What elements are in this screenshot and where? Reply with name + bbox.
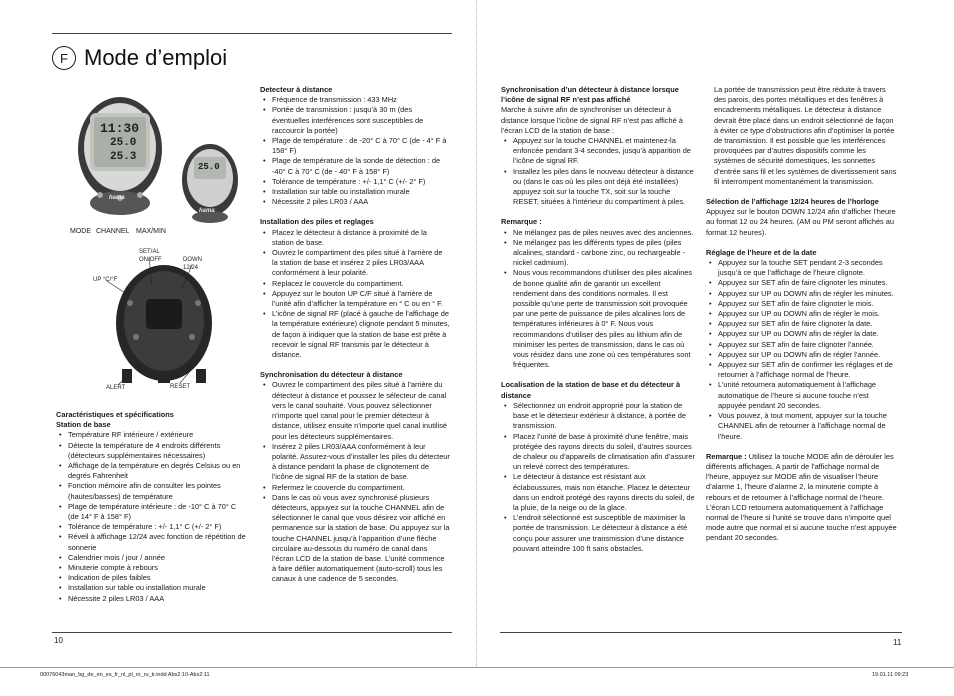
section-letter-badge: F [52, 46, 76, 70]
placement-heading: Localisation de la station de base et du détecteur à distance [501, 380, 681, 400]
brand-logo-sensor: hama [199, 208, 215, 214]
column-1 [56, 410, 248, 604]
list-item: • L’endroit sélectionné est susceptible de maximiser la portée de transmission. Le détecteur à distance a été conçu pour assurer une transmission d’une distance pouvant atteindre 100 ft sans obstacles. [513, 513, 695, 554]
list-item: • Affichage de la température en degrés Celsius ou en degrés Fahrenheit [68, 461, 248, 481]
list-item: • Nécessite 2 piles LR03 / AAA [272, 197, 450, 207]
list-item: • Appuyez sur UP ou DOWN afin de régler la date. [718, 329, 898, 339]
column-3 [501, 85, 695, 554]
list-item: • Appuyez sur SET afin de confirmer les réglages et de retourner à l’affichage normal de l’heure. [718, 360, 898, 380]
list-item: • Appuyez sur le bouton UP C/F situé à l’arrière de l’unité afin d’afficher la température en ° C ou en ° F. [272, 289, 450, 309]
list-item: • Sélectionnez un endroit approprié pour la station de base et le détecteur extérieur à distance, à portée de transmission. [513, 401, 695, 432]
list-item: • Appuyez sur la touche CHANNEL et maintenez-la enfoncée pendant 3-4 secondes, jusqu’à apparition de l’icône de signal RF. [513, 136, 695, 167]
label-set-al: SET/AL ON/OFF [139, 249, 162, 263]
list-item: • Vous pouvez, à tout moment, appuyer sur la touche CHANNEL afin de retourner à l’affichage normal de l’heure. [718, 411, 898, 442]
specs-heading: Caractéristiques et spécifications [56, 410, 174, 419]
battery-install-heading: Installation des piles et reglages [260, 217, 374, 227]
time-date-heading: Réglage de l’heure et de la date [706, 247, 817, 257]
clock-format-text: Appuyez sur le bouton DOWN 12/24 afin d’afficher l’heure au format 12 ou 24 heures. (AM ou PM seront affichés au format 12 heures). [706, 207, 896, 237]
list-item: • Plage de température : de -20° C à 70° C (de - 4° F à 158° F) [272, 136, 450, 156]
battery-install-list [260, 228, 450, 361]
spine-line [476, 0, 477, 667]
list-item: • Ne mélangez pas les différents types de piles (piles alcalines, standard - carbone zinc, ou rechargeable - nickel cadmium). [513, 238, 695, 269]
sensor-lcd-temp: 25.0 [198, 162, 220, 172]
bottom-rule-right [500, 632, 902, 633]
column-2 [260, 85, 450, 585]
list-item: • Installation sur table ou installation murale [272, 187, 450, 197]
page-title: Mode d’emploi [84, 45, 228, 70]
sensor-spec-list [260, 95, 450, 207]
clock-format-heading: Sélection de l’affichage 12/24 heures de l’horloge [706, 197, 879, 207]
print-footer-rule [0, 667, 954, 668]
mode-remark-label: Remarque : [706, 451, 747, 461]
sensor-sync-heading: Synchronisation du détecteur à distance [260, 370, 403, 380]
list-item: • Tolérance de température : +/- 1,1° C (+/- 2° F) [68, 522, 248, 532]
list-item: • Calendrier mois / jour / année [68, 553, 248, 563]
product-illustration [52, 85, 252, 405]
list-item: • Appuyez sur UP ou DOWN afin de régler l’année. [718, 350, 898, 360]
page-number-right: 11 [893, 638, 902, 647]
list-item: • Placez l’unité de base à proximité d’une fenêtre, mais protégée des rayons directs du soleil, d’autres sources de chaleur ou d’appareils de climatisation afin d’assurer un relevé correct des températures. [513, 432, 695, 473]
resync-text: Marche à suivre afin de synchroniser un détecteur à distance lorsque l’icône de signal RF n’est pas affiché à l’écran LCD de la station de base : [501, 105, 683, 135]
label-down: DOWN 12/24 [183, 257, 202, 271]
page-header [52, 45, 227, 71]
list-item: • Nécessite 2 piles LR03 / AAA [68, 594, 248, 604]
range-intro-text: La portée de transmission peut être réduite à travers des parois, des portes métalliques et des fenêtres à encadrements métalliques. Le détecteur à distance devrait être placé dans un endroit sélectionné de façon à éviter ce type d’obstructions afin d’optimiser la portée de transmission. Il est possible que les interférences provoquées par d’autres dispositifs comme les systèmes de sécurité domestiques, les sonnettes d’entrée sans fil et les systèmes de divertissement sans fil interrompent momentanément la transmission. [714, 85, 897, 186]
brand-logo-station: hama [109, 195, 125, 201]
remark-list [501, 228, 695, 371]
list-item: • Appuyez sur UP ou DOWN afin de régler le mois. [718, 309, 898, 319]
placement-list [501, 401, 695, 554]
label-alert: ALERT [106, 385, 126, 391]
base-station-subheading: Station de base [56, 420, 111, 430]
list-item: • Appuyez sur SET afin de faire clignoter l’année. [718, 340, 898, 350]
list-item: • Ne mélangez pas de piles neuves avec des anciennes. [513, 228, 695, 238]
list-item: • Tolérance de température : +/- 1,1° C (+/- 2° F) [272, 177, 450, 187]
list-item: • Plage de température intérieure : de -10° C à 70° C (de 14° F à 158° F) [68, 502, 248, 522]
label-channel: CHANNEL [96, 228, 130, 235]
time-date-list [706, 258, 898, 442]
page-number-left: 10 [54, 636, 63, 645]
resync-list [501, 136, 695, 207]
list-item: • Insérez 2 piles LR03/AAA conformément à leur polarité. Assurez-vous d’installer les piles du détecteur à distance pendant la phase de clignotement de l’icône de signal RF de la station de base. [272, 442, 450, 483]
list-item: • Appuyez sur la touche SET pendant 2-3 secondes jusqu’à ce que l’affichage de l’heure clignote. [718, 258, 898, 278]
label-maxmin: MAX/MIN [136, 228, 166, 235]
station-lcd-time: 11:30 [100, 121, 140, 136]
list-item: • Plage de température de la sonde de détection : de -40° C à 70° C (de - 40° F à 158° F) [272, 156, 450, 176]
station-lcd-temp1: 25.0 [110, 137, 137, 149]
list-item: • Ouvrez le compartiment des piles situé à l’arrière de la station de base et insérez 2 piles LR03/AAA conformément à leur polarité. [272, 248, 450, 279]
list-item: • Fonction mémoire afin de consulter les pointes (hautes/basses) de température [68, 481, 248, 501]
list-item: • Indication de piles faibles [68, 573, 248, 583]
base-station-spec-list [56, 430, 248, 603]
list-item: • Détecte la température de 4 endroits différents (détecteurs supplémentaires nécessaires) [68, 441, 248, 461]
list-item: • Le détecteur à distance est résistant aux éclaboussures, mais non étanche. Placez le détecteur dans un endroit protégé des rayons directs du soleil, de la pluie, de la neige ou de la glace. [513, 472, 695, 513]
list-item: • Installation sur table ou installation murale [68, 583, 248, 593]
print-date-info: 19.01.11 09:23 [872, 672, 909, 678]
list-item: • L’unité retournera automatiquement à l’affichage automatique de l’heure si aucune touche n’est appuyée pendant 20 secondes. [718, 380, 898, 411]
list-item: • Replacez le couvercle du compartiment. [272, 279, 450, 289]
sensor-sync-list [260, 380, 450, 584]
list-item: • Réveil à affichage 12/24 avec fonction de répétition de sonnerie [68, 532, 248, 552]
column-4 [706, 85, 898, 544]
label-mode: MODE [70, 228, 91, 235]
top-rule-left [52, 33, 452, 34]
list-item: • Dans le cas où vous avez synchronisé plusieurs détecteurs, appuyez sur la touche CHANNEL afin de sélectionner le canal que vous désirez voir affiché en permanence sur la station de base. Ou appuyez sur la touche CHANNEL jusqu’à l’apparition d’une flèche circulaire au-dessous du numéro de canal dans l’écran LCD de la station de base. L’unité commence à faire défiler automatiquement (auto-scroll) tous les canaux à une cadence de 5 secondes. [272, 493, 450, 585]
list-item: • Minuterie compte à rebours [68, 563, 248, 573]
mode-remark [706, 452, 898, 544]
bottom-rule-left [52, 632, 452, 633]
list-item: • Portée de transmission : jusqu’à 30 m (des éventuelles interférences sont susceptibles de raccourcir la portée) [272, 105, 450, 136]
list-item: • Refermez le couvercle du compartiment. [272, 483, 450, 493]
list-item: • Ouvrez le compartiment des piles situé à l’arrière du détecteur à distance et poussez le sélecteur de canal vers le canal souhaité. Vous pouvez sélectionner n’importe quel canal pour le premier détecteur à distance, utilisez ensuite n’importe quel canal inutilisé pour les détecteurs supplémentaires. [272, 380, 450, 441]
list-item: • Fréquence de transmission : 433 MHz [272, 95, 450, 105]
list-item: • Appuyez sur SET afin de faire clignoter la date. [718, 319, 898, 329]
mode-remark-text: Utilisez la touche MODE afin de dérouler les différents affichages. A partir de l’affichage normal de l’heure, appuyez sur MODE afin de visualiser l’heure d’alarme 1, l’heure d’alarme 2, la minuterie compte à rebours et de retourner à l’affichage normal de l’heure. L’écran LCD retournera automatiquement à l’affichage normal de l’heure si l’unité se trouve dans n’importe quel mode autre que normal et si aucune touche n’est appuyée pendant 20 secondes. [706, 451, 897, 543]
sensor-heading: Detecteur à distance [260, 85, 333, 94]
list-item: • Appuyez sur UP ou DOWN afin de régler les minutes. [718, 289, 898, 299]
resync-heading: Synchronisation d’un détecteur à distance lorsque l’icône de signal RF n’est pas affiché [501, 85, 679, 105]
label-up: UP °C/°F [93, 277, 118, 283]
list-item: • Placez le détecteur à distance à proximité de la station de base. [272, 228, 450, 248]
list-item: • Installez les piles dans le nouveau détecteur à distance ou (dans le cas où les piles ont déjà été installées) appuyez soit sur la touche TX, soit sur la touche RESET, situées à l’intérieur du compartiment à piles. [513, 167, 695, 208]
list-item: • Température RF intérieure / extérieure [68, 430, 248, 440]
list-item: • Appuyez sur SET afin de faire clignoter les minutes. [718, 278, 898, 288]
list-item: • Nous vous recommandons d’utiliser des piles alcalines de bonne qualité afin de garantir un excellent rendement dans des conditions normales. Il est possible qu’une perte de transmission soit provoquée par une perte de puissance de piles alcalines lors de températures inférieures à 0° F. Nous vous recommandons d’utiliser des piles au lithium afin de minimiser les pertes de transmission, dans le cas où vous résidez dans une zone où ces températures sont fréquentes. [513, 268, 695, 370]
list-item: • L’icône de signal RF (placé à gauche de l’affichage de la température extérieure) clignote pendant 5 minutes, de façon à indiquer que la station de base est prête à recevoir le signal RF transmis par le détecteur à distance. [272, 309, 450, 360]
label-reset: RESET [170, 384, 191, 390]
remark-heading: Remarque : [501, 217, 542, 227]
list-item: • Appuyez sur SET afin de faire clignoter le mois. [718, 299, 898, 309]
product-figure [52, 85, 252, 405]
print-file-info: 00076043man_bg_de_en_es_fr_nl_pl_ro_ru_tr.indd Abs2:10-Abs2:11 [40, 672, 210, 678]
station-lcd-temp2: 25.3 [110, 151, 137, 163]
